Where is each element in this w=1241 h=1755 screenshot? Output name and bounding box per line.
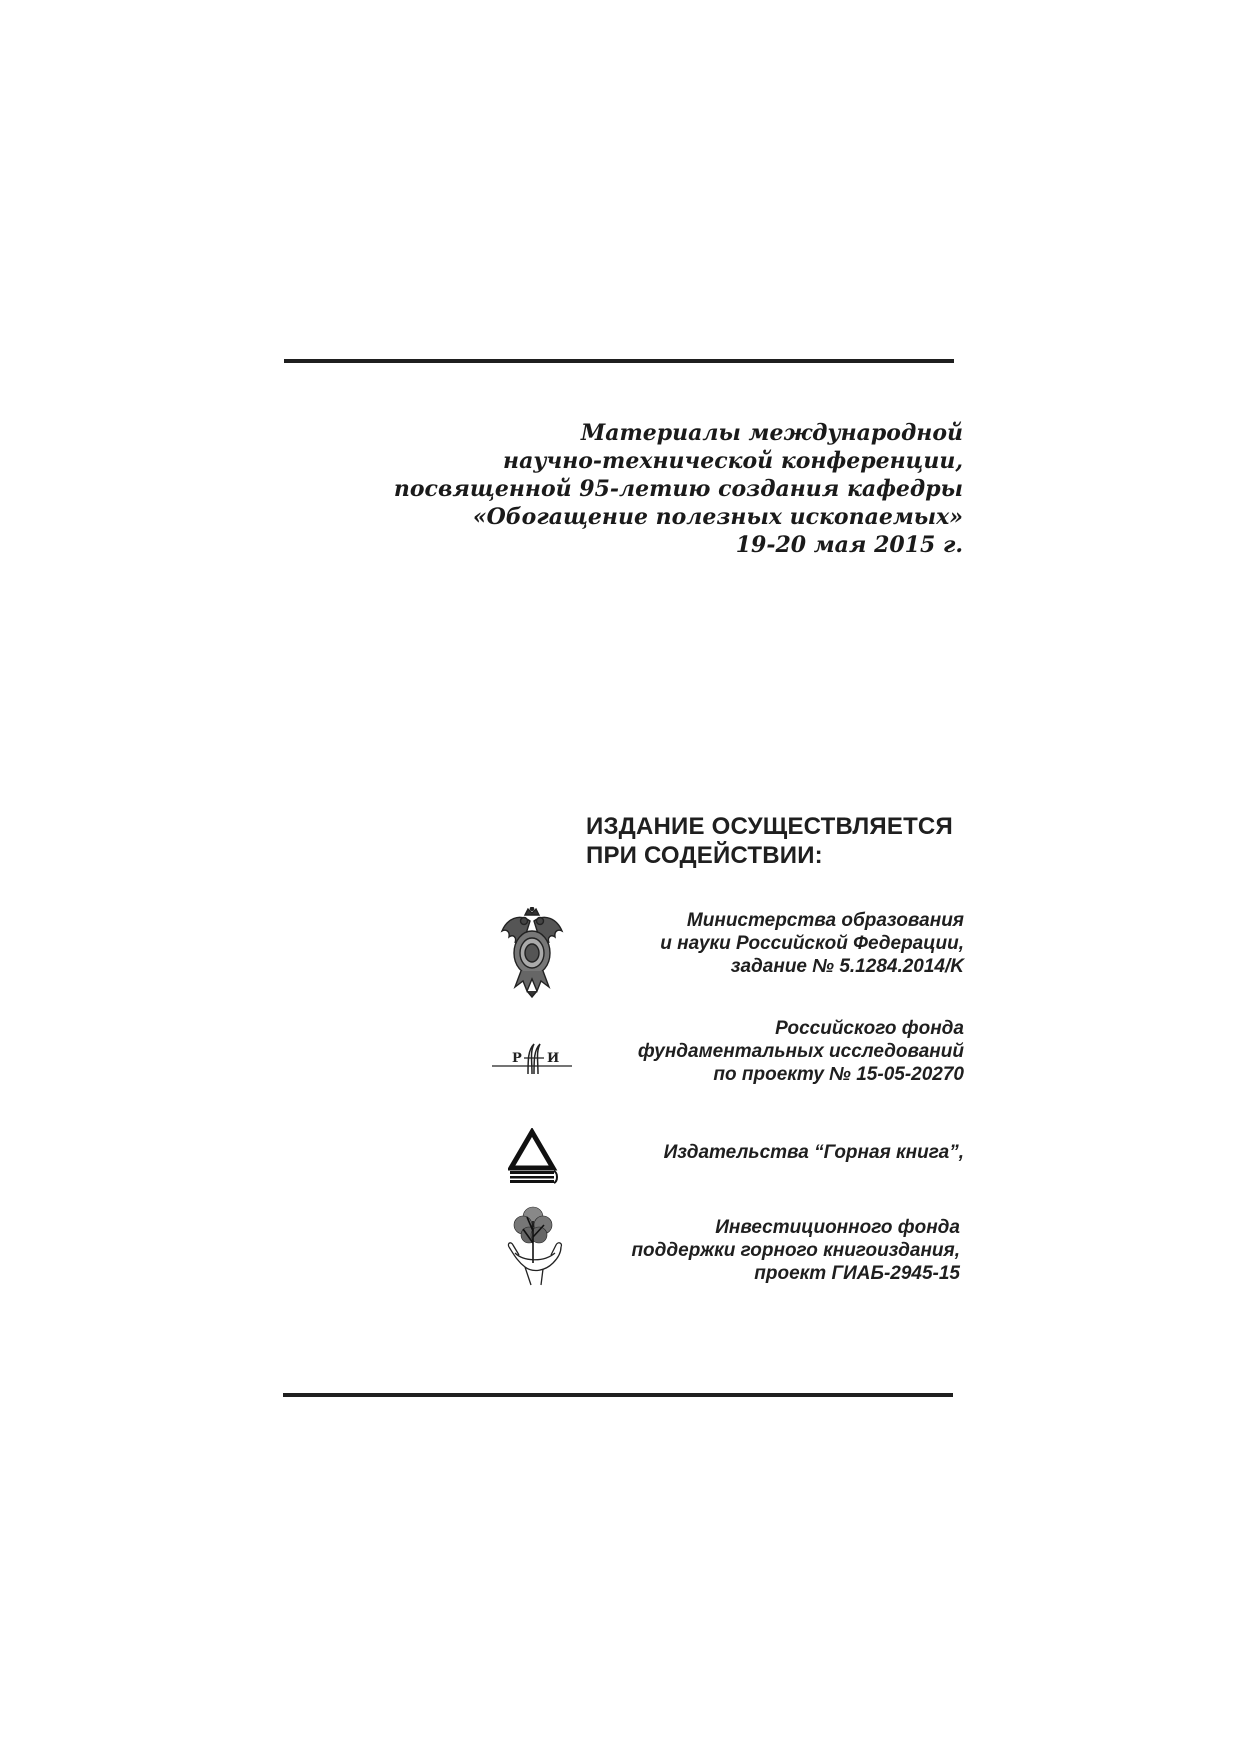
- rffi-logo-icon: [492, 1040, 572, 1085]
- sponsor-text-line: фундаментальных исследований: [637, 1041, 964, 1062]
- sponsor-investment-fund-text: [631, 1216, 960, 1285]
- sponsor-rffi: [480, 1017, 970, 1097]
- sponsor-text-line: поддержки горного книгоиздания,: [631, 1240, 960, 1261]
- hand-tree-logo-icon: [503, 1203, 565, 1292]
- conference-title-block: [363, 419, 963, 559]
- sponsor-text-line: Российского фонда: [775, 1018, 964, 1039]
- support-heading-line: ПРИ СОДЕЙСТВИИ:: [586, 842, 823, 869]
- double-headed-eagle-emblem-icon: [497, 907, 567, 1004]
- sponsor-gornaya-kniga-text: [664, 1141, 964, 1164]
- sponsor-investment-fund: [480, 1203, 970, 1293]
- conference-title-line: посвященной 95-летию создания кафедры: [393, 476, 963, 502]
- sponsor-text-line: задание № 5.1284.2014/K: [730, 956, 964, 977]
- sponsor-ministry-text: [660, 909, 964, 978]
- conference-title-line: Материалы международной: [580, 420, 963, 446]
- conference-title-line: «Обогащение полезных ископаемых»: [472, 504, 963, 530]
- sponsor-ministry: [480, 905, 970, 1000]
- sponsor-text-line: проект ГИАБ-2945-15: [754, 1263, 960, 1284]
- sponsor-text-line: Инвестиционного фонда: [715, 1217, 960, 1238]
- conference-title-line: научно-технической конференции,: [503, 448, 963, 474]
- support-heading-line: ИЗДАНИЕ ОСУЩЕСТВЛЯЕТСЯ: [586, 813, 953, 840]
- conference-date: 19-20 мая 2015 г.: [735, 532, 963, 558]
- sponsor-text-line: по проекту № 15-05-20270: [713, 1064, 964, 1085]
- svg-text:Р: Р: [512, 1051, 522, 1066]
- top-divider: [284, 359, 954, 363]
- triangle-book-logo-icon: [508, 1128, 560, 1189]
- bottom-divider: [283, 1393, 953, 1397]
- sponsor-text-line: и науки Российской Федерации,: [660, 933, 964, 954]
- sponsor-text-line: Издательства “Горная книга”,: [663, 1142, 964, 1163]
- support-heading: [586, 812, 953, 870]
- sponsor-gornaya-kniga: [480, 1125, 970, 1195]
- sponsor-text-line: Министерства образования: [686, 910, 964, 931]
- sponsor-rffi-text: [638, 1017, 964, 1086]
- svg-text:И: И: [547, 1051, 560, 1066]
